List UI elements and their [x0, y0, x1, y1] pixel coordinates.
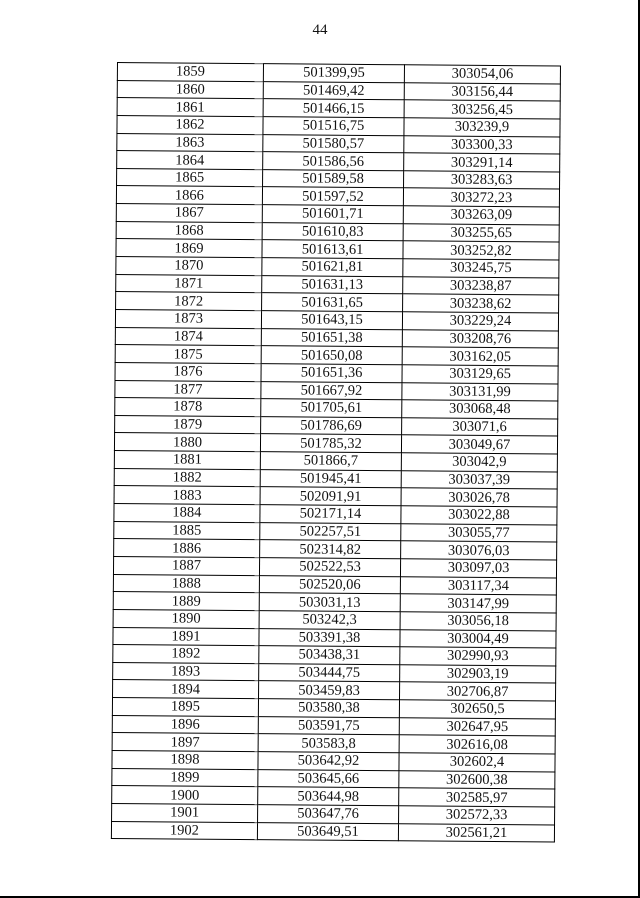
y-coordinate-cell: 303252,82: [403, 241, 559, 260]
point-number-cell: 1874: [115, 327, 261, 346]
point-number-cell: 1865: [117, 168, 263, 187]
x-coordinate-cell: 501601,71: [262, 205, 403, 224]
x-coordinate-cell: 501466,15: [263, 99, 404, 118]
coordinates-table: [111, 62, 561, 843]
y-coordinate-cell: 303263,09: [403, 206, 559, 225]
point-number-cell: 1899: [112, 768, 258, 787]
point-number-cell: 1859: [117, 63, 263, 82]
y-coordinate-cell: 303208,76: [402, 329, 558, 348]
x-coordinate-cell: 503580,38: [258, 699, 399, 718]
y-coordinate-cell: 303071,6: [402, 418, 558, 437]
y-coordinate-cell: 303238,87: [403, 276, 559, 295]
point-number-cell: 1872: [116, 292, 262, 311]
point-number-cell: 1885: [114, 521, 260, 540]
y-coordinate-cell: 302650,5: [399, 700, 555, 719]
y-coordinate-cell: 303156,44: [404, 82, 560, 101]
y-coordinate-cell: 302706,87: [399, 682, 555, 701]
x-coordinate-cell: 502091,91: [260, 487, 401, 506]
point-number-cell: 1878: [115, 398, 261, 417]
y-coordinate-cell: 303291,14: [404, 153, 560, 172]
point-number-cell: 1871: [116, 274, 262, 293]
table-row: [111, 821, 554, 842]
y-coordinate-cell: 302647,95: [399, 717, 555, 736]
x-coordinate-cell: 501866,7: [260, 452, 401, 471]
point-number-cell: 1876: [115, 362, 261, 381]
y-coordinate-cell: 303026,78: [401, 488, 557, 507]
point-number-cell: 1883: [114, 486, 260, 505]
y-coordinate-cell: 302602,4: [399, 753, 555, 772]
point-number-cell: 1864: [117, 151, 263, 170]
x-coordinate-cell: 501580,57: [263, 134, 404, 153]
x-coordinate-cell: 501643,15: [261, 311, 402, 330]
y-coordinate-cell: 303076,03: [401, 541, 557, 560]
x-coordinate-cell: 501589,58: [263, 169, 404, 188]
point-number-cell: 1892: [113, 645, 259, 664]
point-number-cell: 1866: [116, 186, 262, 205]
point-number-cell: 1869: [116, 239, 262, 258]
y-coordinate-cell: 303147,99: [400, 594, 556, 613]
point-number-cell: 1893: [113, 662, 259, 681]
point-number-cell: 1862: [117, 115, 263, 134]
y-coordinate-cell: 303042,9: [401, 453, 557, 472]
x-coordinate-cell: 501586,56: [263, 152, 404, 171]
y-coordinate-cell: 302903,19: [400, 665, 556, 684]
y-coordinate-cell: 303162,05: [402, 347, 558, 366]
x-coordinate-cell: 501651,36: [261, 364, 402, 383]
x-coordinate-cell: 501621,81: [262, 258, 403, 277]
x-coordinate-cell: 501667,92: [261, 381, 402, 400]
x-coordinate-cell: 501651,38: [261, 328, 402, 347]
y-coordinate-cell: 303238,62: [403, 294, 559, 313]
y-coordinate-cell: 302572,33: [399, 806, 555, 825]
x-coordinate-cell: 503391,38: [259, 628, 400, 647]
x-coordinate-cell: 501516,75: [263, 117, 404, 136]
x-coordinate-cell: 503031,13: [259, 593, 400, 612]
y-coordinate-cell: 303129,65: [402, 365, 558, 384]
y-coordinate-cell: 303117,34: [400, 576, 556, 595]
x-coordinate-cell: 503242,3: [259, 610, 400, 629]
y-coordinate-cell: 303283,63: [404, 171, 560, 190]
x-coordinate-cell: 502314,82: [260, 540, 401, 559]
point-number-cell: 1900: [112, 786, 258, 805]
y-coordinate-cell: 303054,06: [404, 65, 560, 84]
x-coordinate-cell: 501613,61: [262, 240, 403, 259]
x-coordinate-cell: 503438,31: [259, 646, 400, 665]
x-coordinate-cell: 503645,66: [258, 769, 399, 788]
x-coordinate-cell: 502171,14: [260, 505, 401, 524]
point-number-cell: 1880: [114, 433, 260, 452]
y-coordinate-cell: 303068,48: [402, 400, 558, 419]
point-number-cell: 1897: [112, 733, 258, 752]
x-coordinate-cell: 503647,76: [258, 805, 399, 824]
y-coordinate-cell: 303004,49: [400, 629, 556, 648]
x-coordinate-cell: 501786,69: [261, 416, 402, 435]
y-coordinate-cell: 303056,18: [400, 612, 556, 631]
point-number-cell: 1902: [111, 821, 257, 840]
x-coordinate-cell: 503444,75: [259, 663, 400, 682]
y-coordinate-cell: 302600,38: [399, 770, 555, 789]
x-coordinate-cell: 502520,06: [259, 575, 400, 594]
point-number-cell: 1886: [114, 539, 260, 558]
y-coordinate-cell: 303255,65: [403, 224, 559, 243]
y-coordinate-cell: 302990,93: [400, 647, 556, 666]
x-coordinate-cell: 501597,52: [262, 187, 403, 206]
point-number-cell: 1873: [115, 309, 261, 328]
y-coordinate-cell: 303022,88: [401, 506, 557, 525]
x-coordinate-cell: 501705,61: [261, 399, 402, 418]
y-coordinate-cell: 303097,03: [400, 559, 556, 578]
x-coordinate-cell: 502257,51: [260, 522, 401, 541]
point-number-cell: 1887: [113, 556, 259, 575]
point-number-cell: 1891: [113, 627, 259, 646]
y-coordinate-cell: 303300,33: [404, 135, 560, 154]
point-number-cell: 1870: [116, 257, 262, 276]
point-number-cell: 1884: [114, 504, 260, 523]
point-number-cell: 1868: [116, 221, 262, 240]
point-number-cell: 1898: [112, 750, 258, 769]
x-coordinate-cell: 501399,95: [263, 64, 404, 83]
x-coordinate-cell: 501610,83: [262, 222, 403, 241]
x-coordinate-cell: 503583,8: [258, 734, 399, 753]
point-number-cell: 1901: [112, 803, 258, 822]
point-number-cell: 1863: [117, 133, 263, 152]
x-coordinate-cell: 501945,41: [260, 469, 401, 488]
x-coordinate-cell: 503644,98: [258, 787, 399, 806]
y-coordinate-cell: 303037,39: [401, 470, 557, 489]
point-number-cell: 1860: [117, 80, 263, 99]
x-coordinate-cell: 501469,42: [263, 81, 404, 100]
y-coordinate-cell: 303272,23: [403, 188, 559, 207]
x-coordinate-cell: 503591,75: [258, 716, 399, 735]
y-coordinate-cell: 302585,97: [399, 788, 555, 807]
page-number: 44: [312, 22, 328, 38]
y-coordinate-cell: 303229,24: [402, 312, 558, 331]
x-coordinate-cell: 503649,51: [257, 822, 398, 841]
point-number-cell: 1889: [113, 592, 259, 611]
coordinates-table-body: [111, 63, 560, 843]
x-coordinate-cell: 503642,92: [258, 752, 399, 771]
point-number-cell: 1895: [112, 698, 258, 717]
point-number-cell: 1861: [117, 98, 263, 117]
y-coordinate-cell: 303256,45: [404, 100, 560, 119]
y-coordinate-cell: 303131,99: [402, 382, 558, 401]
x-coordinate-cell: 502522,53: [259, 558, 400, 577]
x-coordinate-cell: 503459,83: [259, 681, 400, 700]
point-number-cell: 1867: [116, 204, 262, 223]
point-number-cell: 1881: [114, 451, 260, 470]
y-coordinate-cell: 302616,08: [399, 735, 555, 754]
point-number-cell: 1877: [115, 380, 261, 399]
y-coordinate-cell: 303245,75: [403, 259, 559, 278]
point-number-cell: 1890: [113, 609, 259, 628]
y-coordinate-cell: 303055,77: [401, 523, 557, 542]
point-number-cell: 1894: [113, 680, 259, 699]
x-coordinate-cell: 501785,32: [260, 434, 401, 453]
x-coordinate-cell: 501631,13: [262, 275, 403, 294]
y-coordinate-cell: 303049,67: [401, 435, 557, 454]
point-number-cell: 1879: [115, 415, 261, 434]
x-coordinate-cell: 501631,65: [262, 293, 403, 312]
y-coordinate-cell: 302561,21: [398, 823, 554, 842]
y-coordinate-cell: 303239,9: [404, 118, 560, 137]
point-number-cell: 1888: [113, 574, 259, 593]
point-number-cell: 1896: [112, 715, 258, 734]
point-number-cell: 1875: [115, 345, 261, 364]
point-number-cell: 1882: [114, 468, 260, 487]
x-coordinate-cell: 501650,08: [261, 346, 402, 365]
